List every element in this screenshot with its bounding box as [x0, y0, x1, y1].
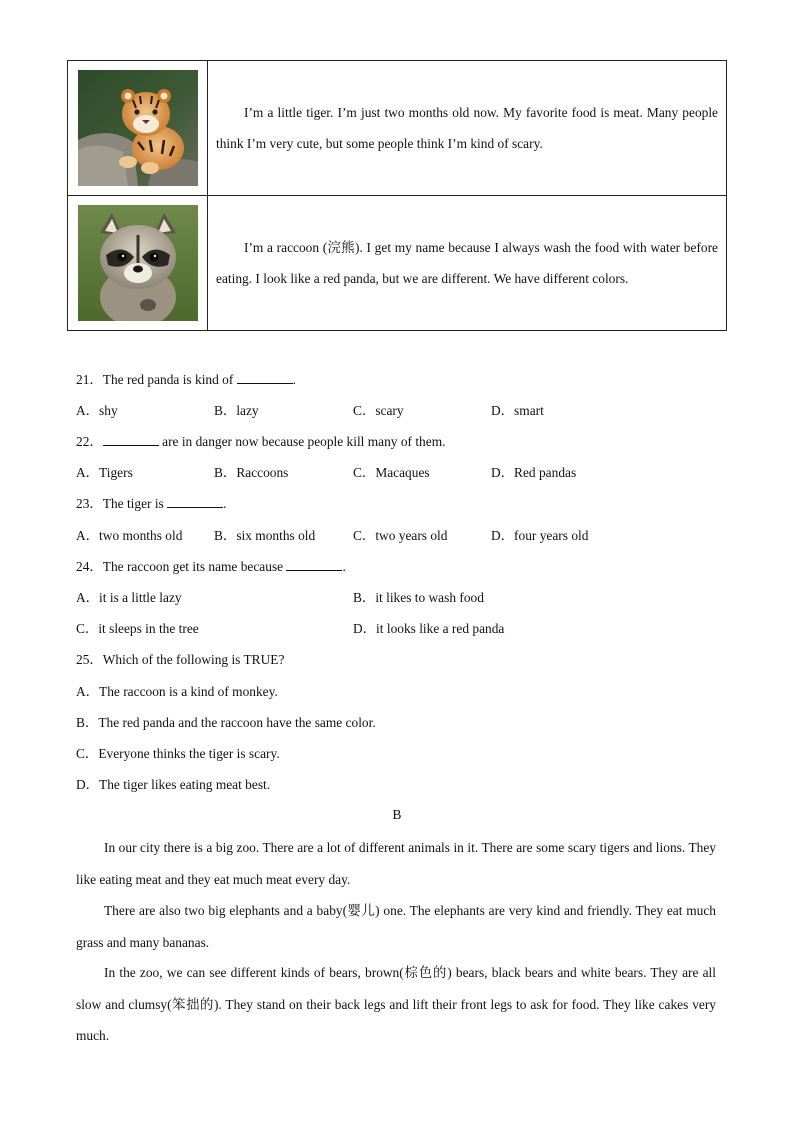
raccoon-photo-cell	[68, 196, 208, 331]
tiger-description: I’m a little tiger. I’m just two months old now. My favorite food is meat. Many people think I’m very cute, but some people think I’m kind of scary.	[216, 105, 718, 151]
passage-paragraph-2: There are also two big elephants and a baby(婴儿) one. The elephants are very kind and friendly. They eat much grass and many bananas.	[76, 903, 716, 950]
option-23-b[interactable]: B．six months old	[214, 528, 316, 543]
question-24	[76, 558, 346, 576]
raccoon-description: I’m a raccoon (浣熊). I get my name because I always wash the food with water before eating. I look like a red panda, but we are different. We have different colors.	[216, 240, 718, 286]
question-number: 24．	[76, 559, 103, 574]
question-text: The raccoon get its name because	[102, 559, 287, 574]
passage-paragraph-1: In our city there is a big zoo. There are a lot of different animals in it. There are some scary tigers and lions. They like eating meat and they eat much meat every day.	[76, 840, 716, 887]
option-22-b[interactable]: B．Raccoons	[214, 465, 289, 480]
option-21-b[interactable]: B．lazy	[214, 403, 259, 418]
question-23	[76, 495, 226, 513]
question-number: 21．	[76, 372, 103, 387]
option-25-b[interactable]: B．The red panda and the raccoon have the same color.	[76, 715, 376, 730]
option-23-a[interactable]: A．two months old	[76, 528, 183, 543]
option-22-c[interactable]: C．Macaques	[353, 465, 430, 480]
question-number: 22．	[76, 434, 103, 449]
option-23-c[interactable]: C．two years old	[353, 528, 448, 543]
option-25-c[interactable]: C．Everyone thinks the tiger is scary.	[76, 746, 280, 761]
answer-blank[interactable]	[237, 371, 293, 384]
answer-blank[interactable]	[167, 495, 223, 508]
animal-table	[67, 60, 727, 331]
tiger-photo-cell	[68, 61, 208, 196]
question-number: 23．	[76, 496, 103, 511]
tiger-description-cell	[208, 61, 727, 196]
question-text-end: .	[342, 559, 346, 574]
answer-blank[interactable]	[286, 558, 342, 571]
question-text: are in danger now because people kill many of them.	[158, 434, 446, 449]
option-22-a[interactable]: A．Tigers	[76, 465, 133, 480]
question-number: 25．	[76, 652, 103, 667]
question-25	[76, 651, 284, 669]
question-text-end: .	[223, 496, 227, 511]
option-21-a[interactable]: A．shy	[76, 403, 118, 418]
option-25-a[interactable]: A．The raccoon is a kind of monkey.	[76, 684, 278, 699]
option-25-d[interactable]: D．The tiger likes eating meat best.	[76, 777, 271, 792]
table-row	[68, 61, 727, 196]
option-24-b[interactable]: B．it likes to wash food	[353, 590, 484, 605]
passage-paragraph-3: In the zoo, we can see different kinds of bears, brown(棕色的) bears, black bears and white bears. They are all slow and clumsy(笨拙的). They stand on their back legs and lift their front legs to ask for food. They like cakes very much.	[76, 965, 716, 1043]
question-text: The tiger is	[102, 496, 168, 511]
question-22	[76, 433, 445, 451]
question-text-end: .	[292, 372, 297, 387]
option-22-d[interactable]: D．Red pandas	[491, 465, 577, 480]
option-24-c[interactable]: C．it sleeps in the tree	[76, 621, 199, 636]
raccoon-photo	[78, 205, 198, 321]
section-b-heading: B	[392, 807, 402, 822]
tiger-photo	[78, 70, 198, 186]
option-21-d[interactable]: D．smart	[491, 403, 544, 418]
table-row	[68, 196, 727, 331]
option-21-c[interactable]: C．scary	[353, 403, 404, 418]
answer-blank[interactable]	[103, 433, 159, 446]
raccoon-description-cell	[208, 196, 727, 331]
question-21	[76, 371, 296, 389]
option-24-a[interactable]: A．it is a little lazy	[76, 590, 182, 605]
question-text: Which of the following is TRUE?	[102, 652, 285, 667]
option-24-d[interactable]: D．it looks like a red panda	[353, 621, 505, 636]
option-23-d[interactable]: D．four years old	[491, 528, 589, 543]
question-text: The red panda is kind of	[102, 372, 237, 387]
